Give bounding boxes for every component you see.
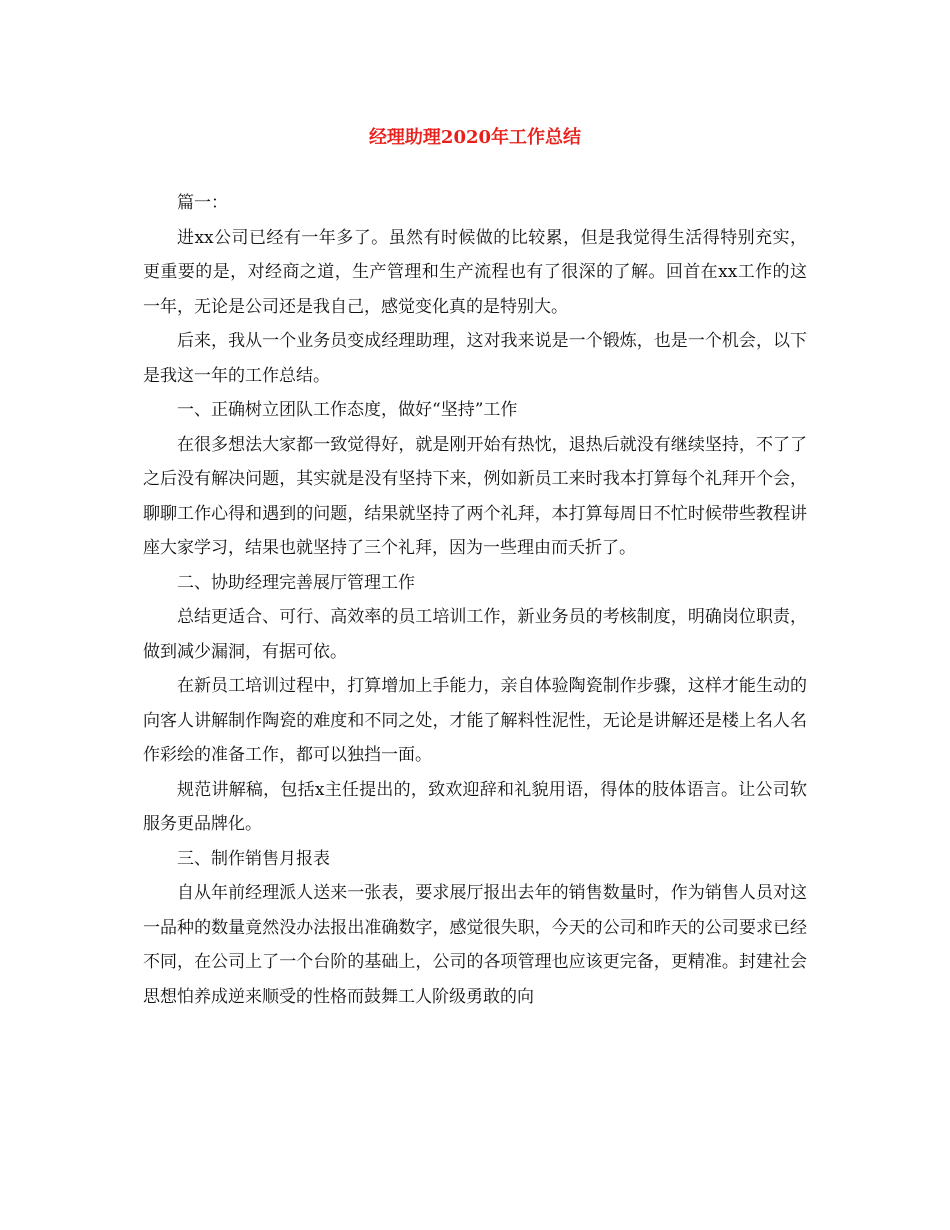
- heading-section-three: 三、制作销售月报表: [177, 848, 330, 869]
- paragraph-role-change: 后来，我从一个业务员变成经理助理，这对我来说是一个锻炼，也是一个机会，以下是我这一年的工作总结。: [143, 331, 807, 386]
- paragraph-training: 总结更适合、可行、高效率的员工培训工作，新业务员的考核制度，明确岗位职责，做到减少漏洞，有据可依。: [143, 607, 807, 662]
- paragraph-section-label: 篇一：: [177, 193, 228, 213]
- heading-section-two: 二、协助经理完善展厅管理工作: [177, 572, 415, 593]
- document-body: [143, 186, 807, 1014]
- paragraph-monthly-report: 自从年前经理派人送来一张表，要求展厅报出去年的销售数量时，作为销售人员对这一品种的数量竟然没办法报出准确数字，感觉很失职，今天的公司和昨天的公司要求已经不同，在公司上了一个台阶的基础上，公司的各项管理也应该更完备，更精准。封建社会思想怕养成逆来顺受的性格而鼓舞工人阶级勇敢的向: [143, 883, 807, 1007]
- paragraph-new-staff: 在新员工培训过程中，打算增加上手能力，亲自体验陶瓷制作步骤，这样才能生动的向客人讲解制作陶瓷的难度和不同之处，才能了解料性泥性，无论是讲解还是楼上名人名作彩绘的准备工作，都可以独挡一面。: [143, 676, 807, 765]
- document-title: 经理助理2020年工作总结: [368, 127, 582, 148]
- paragraph-script: 规范讲解稿，包括x主任提出的，致欢迎辞和礼貌用语，得体的肢体语言。让公司软服务更品牌化。: [143, 779, 807, 834]
- paragraph-persistence: 在很多想法大家都一致觉得好，就是刚开始有热忱，退热后就没有继续坚持，不了了之后没有解决问题，其实就是没有坚持下来，例如新员工来时我本打算每个礼拜开个会，聊聊工作心得和遇到的问题，结果就坚持了两个礼拜，本打算每周日不忙时候带些教程讲座大家学习，结果也就坚持了三个礼拜，因为一些理由而夭折了。: [143, 434, 807, 558]
- heading-section-one: 一、正确树立团队工作态度，做好“坚持”工作: [177, 400, 518, 420]
- paragraph-intro: 进xx公司已经有一年多了。虽然有时候做的比较累，但是我觉得生活得特别充实，更重要的是，对经商之道，生产管理和生产流程也有了很深的了解。回首在xx工作的这一年，无论是公司还是我自己，感觉变化真的是特别大。: [143, 227, 807, 317]
